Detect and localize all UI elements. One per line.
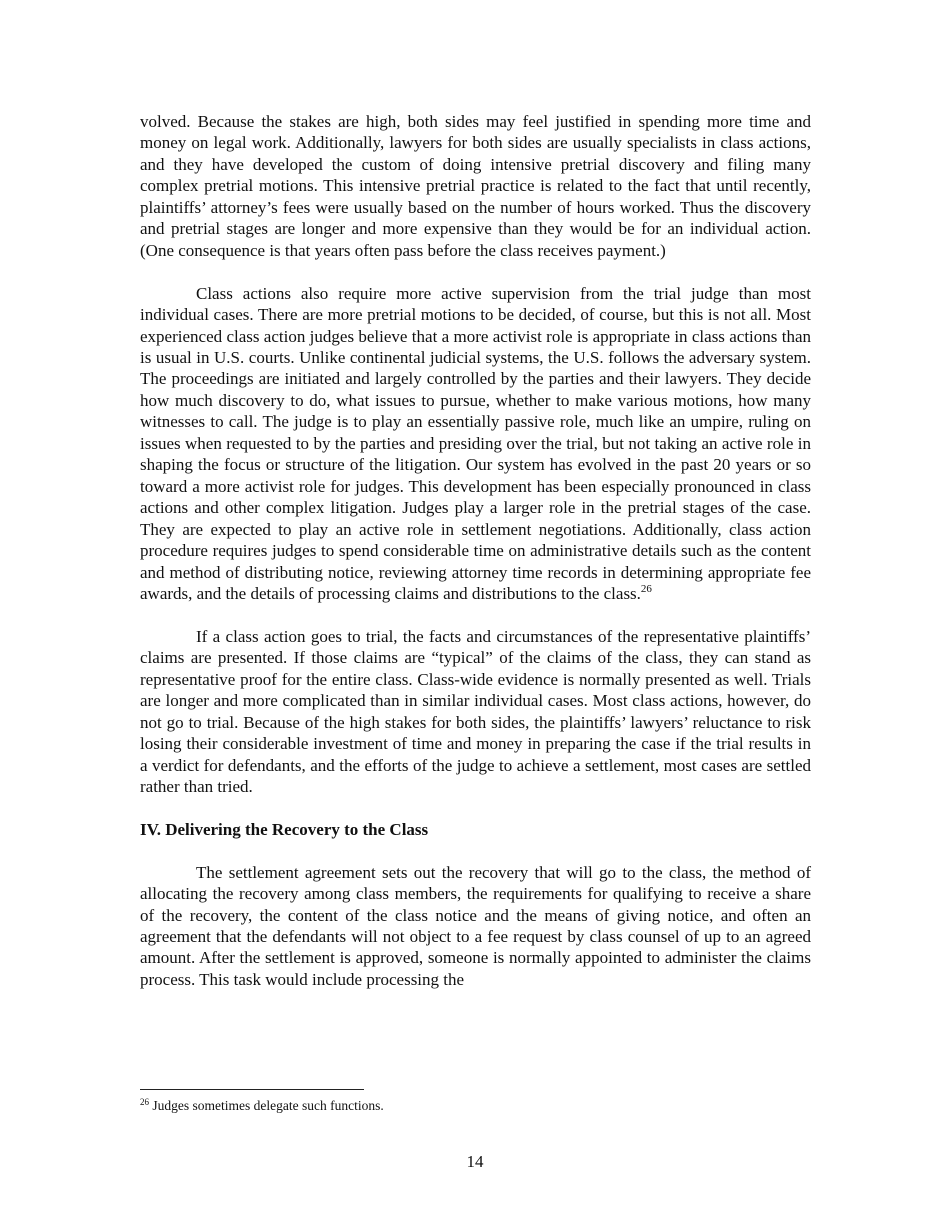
page-body: [140, 111, 811, 990]
footnote-number: 26: [140, 1097, 149, 1107]
paragraph-text: Class actions also require more active supervision from the trial judge than most individual cases. There are more pretrial motions to be decided, of course, but this is not all. Most experienced class action judges believe that a more activist role is appropriate in class actions than is usual in U.S. courts. Unlike continental judicial systems, the U.S. follows the adversary system. The proceedings are initiated and largely controlled by the parties and their lawyers. They decide how much discovery to do, what issues to pursue, whether to make various motions, how many witnesses to call. The judge is to play an essentially passive role, much like an umpire, ruling on issues when requested to by the parties and presiding over the trial, but not taking an active role in shaping the focus or structure of the litigation. Our system has evolved in the past 20 years or so toward a more activist role for judges. This development has been especially pronounced in class actions and other complex litigation. Judges play a larger role in the pretrial stages of the case. They are expected to play an active role in settlement negotiations. Additionally, class action procedure requires judges to spend considerable time on administrative details such as the content and method of distributing notice, reviewing attorney time records in determining appropriate fee awards, and the details of processing claims and distributions to the class.: [140, 283, 811, 604]
footnote: [140, 1097, 384, 1115]
footnote-reference[interactable]: 26: [640, 583, 652, 596]
paragraph-continuation: volved. Because the stakes are high, both sides may feel justified in spending more time and money on legal work. Additionally, lawyers for both sides are usually specialists in class actions, and they have developed the custom of doing intensive pretrial discovery and filing many complex pretrial motions. This intensive pretrial practice is related to the fact that until recently, plaintiffs’ attorney’s fees were usually based on the number of hours worked. Thus the discovery and pretrial stages are longer and more expensive than they would be for an individual action. (One consequence is that years often pass before the class receives payment.): [140, 112, 811, 260]
paragraph-settlement: The settlement agreement sets out the recovery that will go to the class, the method of allocating the recovery among class members, the requirements for qualifying to receive a share of the recovery, the content of the class notice and the means of giving notice, and often an agreement that the defendants will not object to a fee request by class counsel of up to an agreed amount. After the settlement is approved, someone is normally appointed to administer the claims process. This task would include processing the: [140, 862, 811, 989]
section-heading: IV. Delivering the Recovery to the Class: [140, 819, 429, 839]
page-number: 14: [466, 1152, 484, 1171]
footnote-text: Judges sometimes delegate such functions.: [152, 1098, 384, 1113]
paragraph-judicial-supervision: [140, 283, 811, 605]
footnote-divider: [140, 1089, 364, 1090]
paragraph-trial: If a class action goes to trial, the facts and circumstances of the representative plaintiffs’ claims are presented. If those claims are “typical” of the claims of the class, they can stand as representative proof for the entire class. Class-wide evidence is normally presented as well. Trials are longer and more complicated than in similar individual cases. Most class actions, however, do not go to trial. Because of the high stakes for both sides, the plaintiffs’ lawyers’ reluctance to risk losing their considerable investment of time and money in preparing the case if the trial results in a verdict for defendants, and the efforts of the judge to achieve a settlement, most cases are settled rather than tried.: [140, 626, 811, 797]
